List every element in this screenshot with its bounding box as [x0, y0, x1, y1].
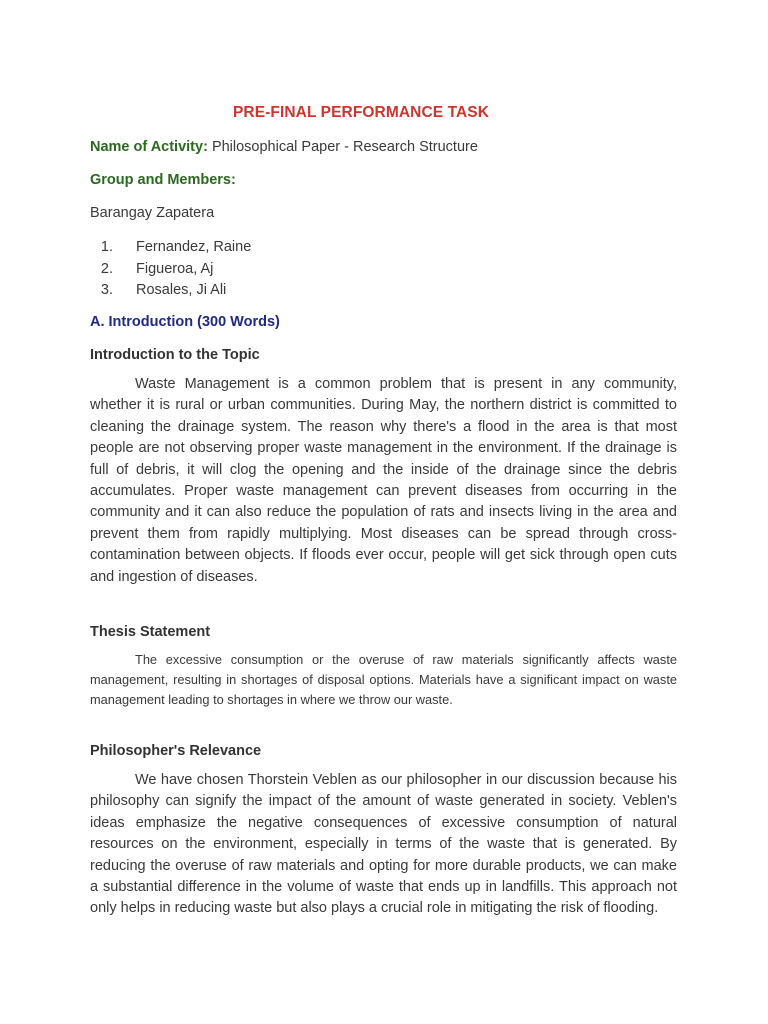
list-item: 3. Rosales, Ji Ali — [100, 282, 227, 298]
activity-line — [90, 139, 478, 155]
list-item: 2. Figueroa, Aj — [100, 260, 214, 277]
relevance-paragraph: We have chosen Thorstein Veblen as our philosopher in our discussion because his philosophy can signify the impact of the amount of waste generated in society. Veblen's ideas emphasize the negative consequences of excessive consumption of natural resources on the environment, especially in terms of the waste that is generated. By reducing the overuse of raw materials and opting for more durable products, we can make a substantial difference in the volume of waste that ends up in landfills. This approach not only helps in reducing waste but also plays a crucial role in mitigating the risk of flooding. — [90, 772, 677, 917]
intro-heading: Introduction to the Topic — [90, 347, 260, 363]
activity-value: Philosophical Paper - Research Structure — [211, 139, 478, 155]
group-label: Group and Members: — [90, 172, 236, 188]
thesis-heading: Thesis Statement — [90, 624, 211, 640]
relevance-heading: Philosopher's Relevance — [90, 743, 262, 759]
activity-label: Name of Activity: — [90, 139, 208, 155]
thesis-paragraph: The excessive consumption or the overuse of raw materials significantly affects waste management, resulting in shortages of disposal options. Materials have a significant impact on waste management leading to shortages in where we throw our waste. — [90, 652, 677, 707]
list-item: 1. Fernandez, Raine — [100, 239, 252, 255]
intro-paragraph: Waste Management is a common problem that is present in any community, whether it is rural or urban communities. During May, the northern district is committed to cleaning the drainage system. The reason why there's a flood in the area is that most people are not observing proper waste management in the environment. If the drainage is full of debris, it will clog the opening and the inside of the drainage since the debris accumulates. Proper waste management can prevent diseases from occurring in the community and it can also reduce the population of rats and insects living in the area and prevent them from rapidly multiplying. Most diseases can be spread through cross-contamination between objects. If floods ever occur, people will get sick through open cuts and ingestion of diseases. — [90, 376, 677, 585]
document-title: PRE-FINAL PERFORMANCE TASK — [232, 104, 490, 121]
section-a-heading: A. Introduction (300 Words) — [90, 314, 280, 330]
members-list — [90, 237, 251, 302]
group-name: Barangay Zapatera — [90, 205, 215, 221]
